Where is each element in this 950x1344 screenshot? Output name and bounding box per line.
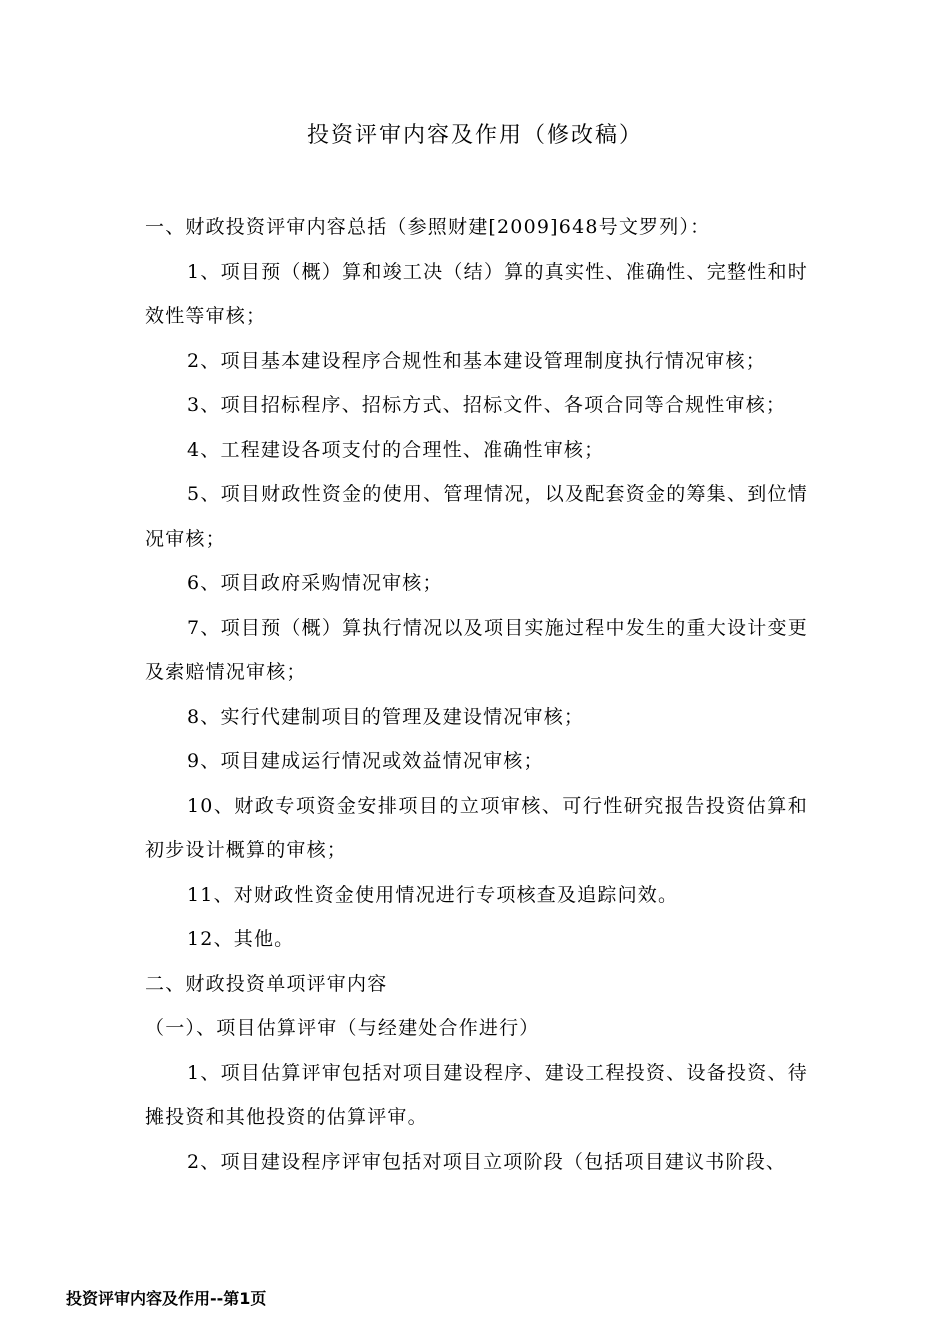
document-title: 投资评审内容及作用（修改稿） <box>306 123 643 148</box>
paragraph-item-4: 4、工程建设各项支付的合理性、准确性审核； <box>187 438 605 461</box>
paragraph-item-6: 6、项目政府采购情况审核； <box>187 572 443 594</box>
paragraph-item-9: 9、项目建成运行情况或效益情况审核； <box>187 750 544 772</box>
paragraph-subitem-2: 2、项目建设程序评审包括对项目立项阶段（包括项目建议书阶段、 <box>187 1150 787 1173</box>
paragraph-item-3: 3、项目招标程序、招标方式、招标文件、各项合同等合规性审核； <box>187 394 787 416</box>
paragraph-item-8: 8、实行代建制项目的管理及建设情况审核； <box>187 705 585 728</box>
paragraph-item-7: 7、项目预（概）算执行情况以及项目实施过程中发生的重大设计变更及索赔情况审核； <box>145 616 808 683</box>
paragraph-subitem-1: 1、项目估算评审包括对项目建设程序、建设工程投资、设备投资、待摊投资和其他投资的估算评审。 <box>145 1061 808 1128</box>
paragraph-item-2: 2、项目基本建设程序合规性和基本建设管理制度执行情况审核； <box>187 349 766 372</box>
paragraph-item-5: 5、项目财政性资金的使用、管理情况，以及配套资金的筹集、到位情况审核； <box>145 483 808 550</box>
paragraph-item-1: 1、项目预（概）算和竣工决（结）算的真实性、准确性、完整性和时效性等审核； <box>145 260 808 327</box>
paragraph-item-12: 12、其他。 <box>187 928 295 950</box>
paragraph-item-10: 10、财政专项资金安排项目的立项审核、可行性研究报告投资估算和初步设计概算的审核； <box>145 794 808 861</box>
page-footer: 投资评审内容及作用--第1页 <box>66 1289 267 1308</box>
document-body <box>145 205 808 1184</box>
paragraph-subsection-1-heading: （一）、项目估算评审（与经建处合作进行） <box>145 1017 540 1039</box>
paragraph-section-1-heading: 一、财政投资评审内容总括（参照财建[2009]648号文罗列）： <box>145 216 711 238</box>
paragraph-item-11: 11、对财政性资金使用情况进行专项核查及追踪问效。 <box>187 883 679 906</box>
paragraph-section-2-heading: 二、财政投资单项评审内容 <box>145 972 388 995</box>
